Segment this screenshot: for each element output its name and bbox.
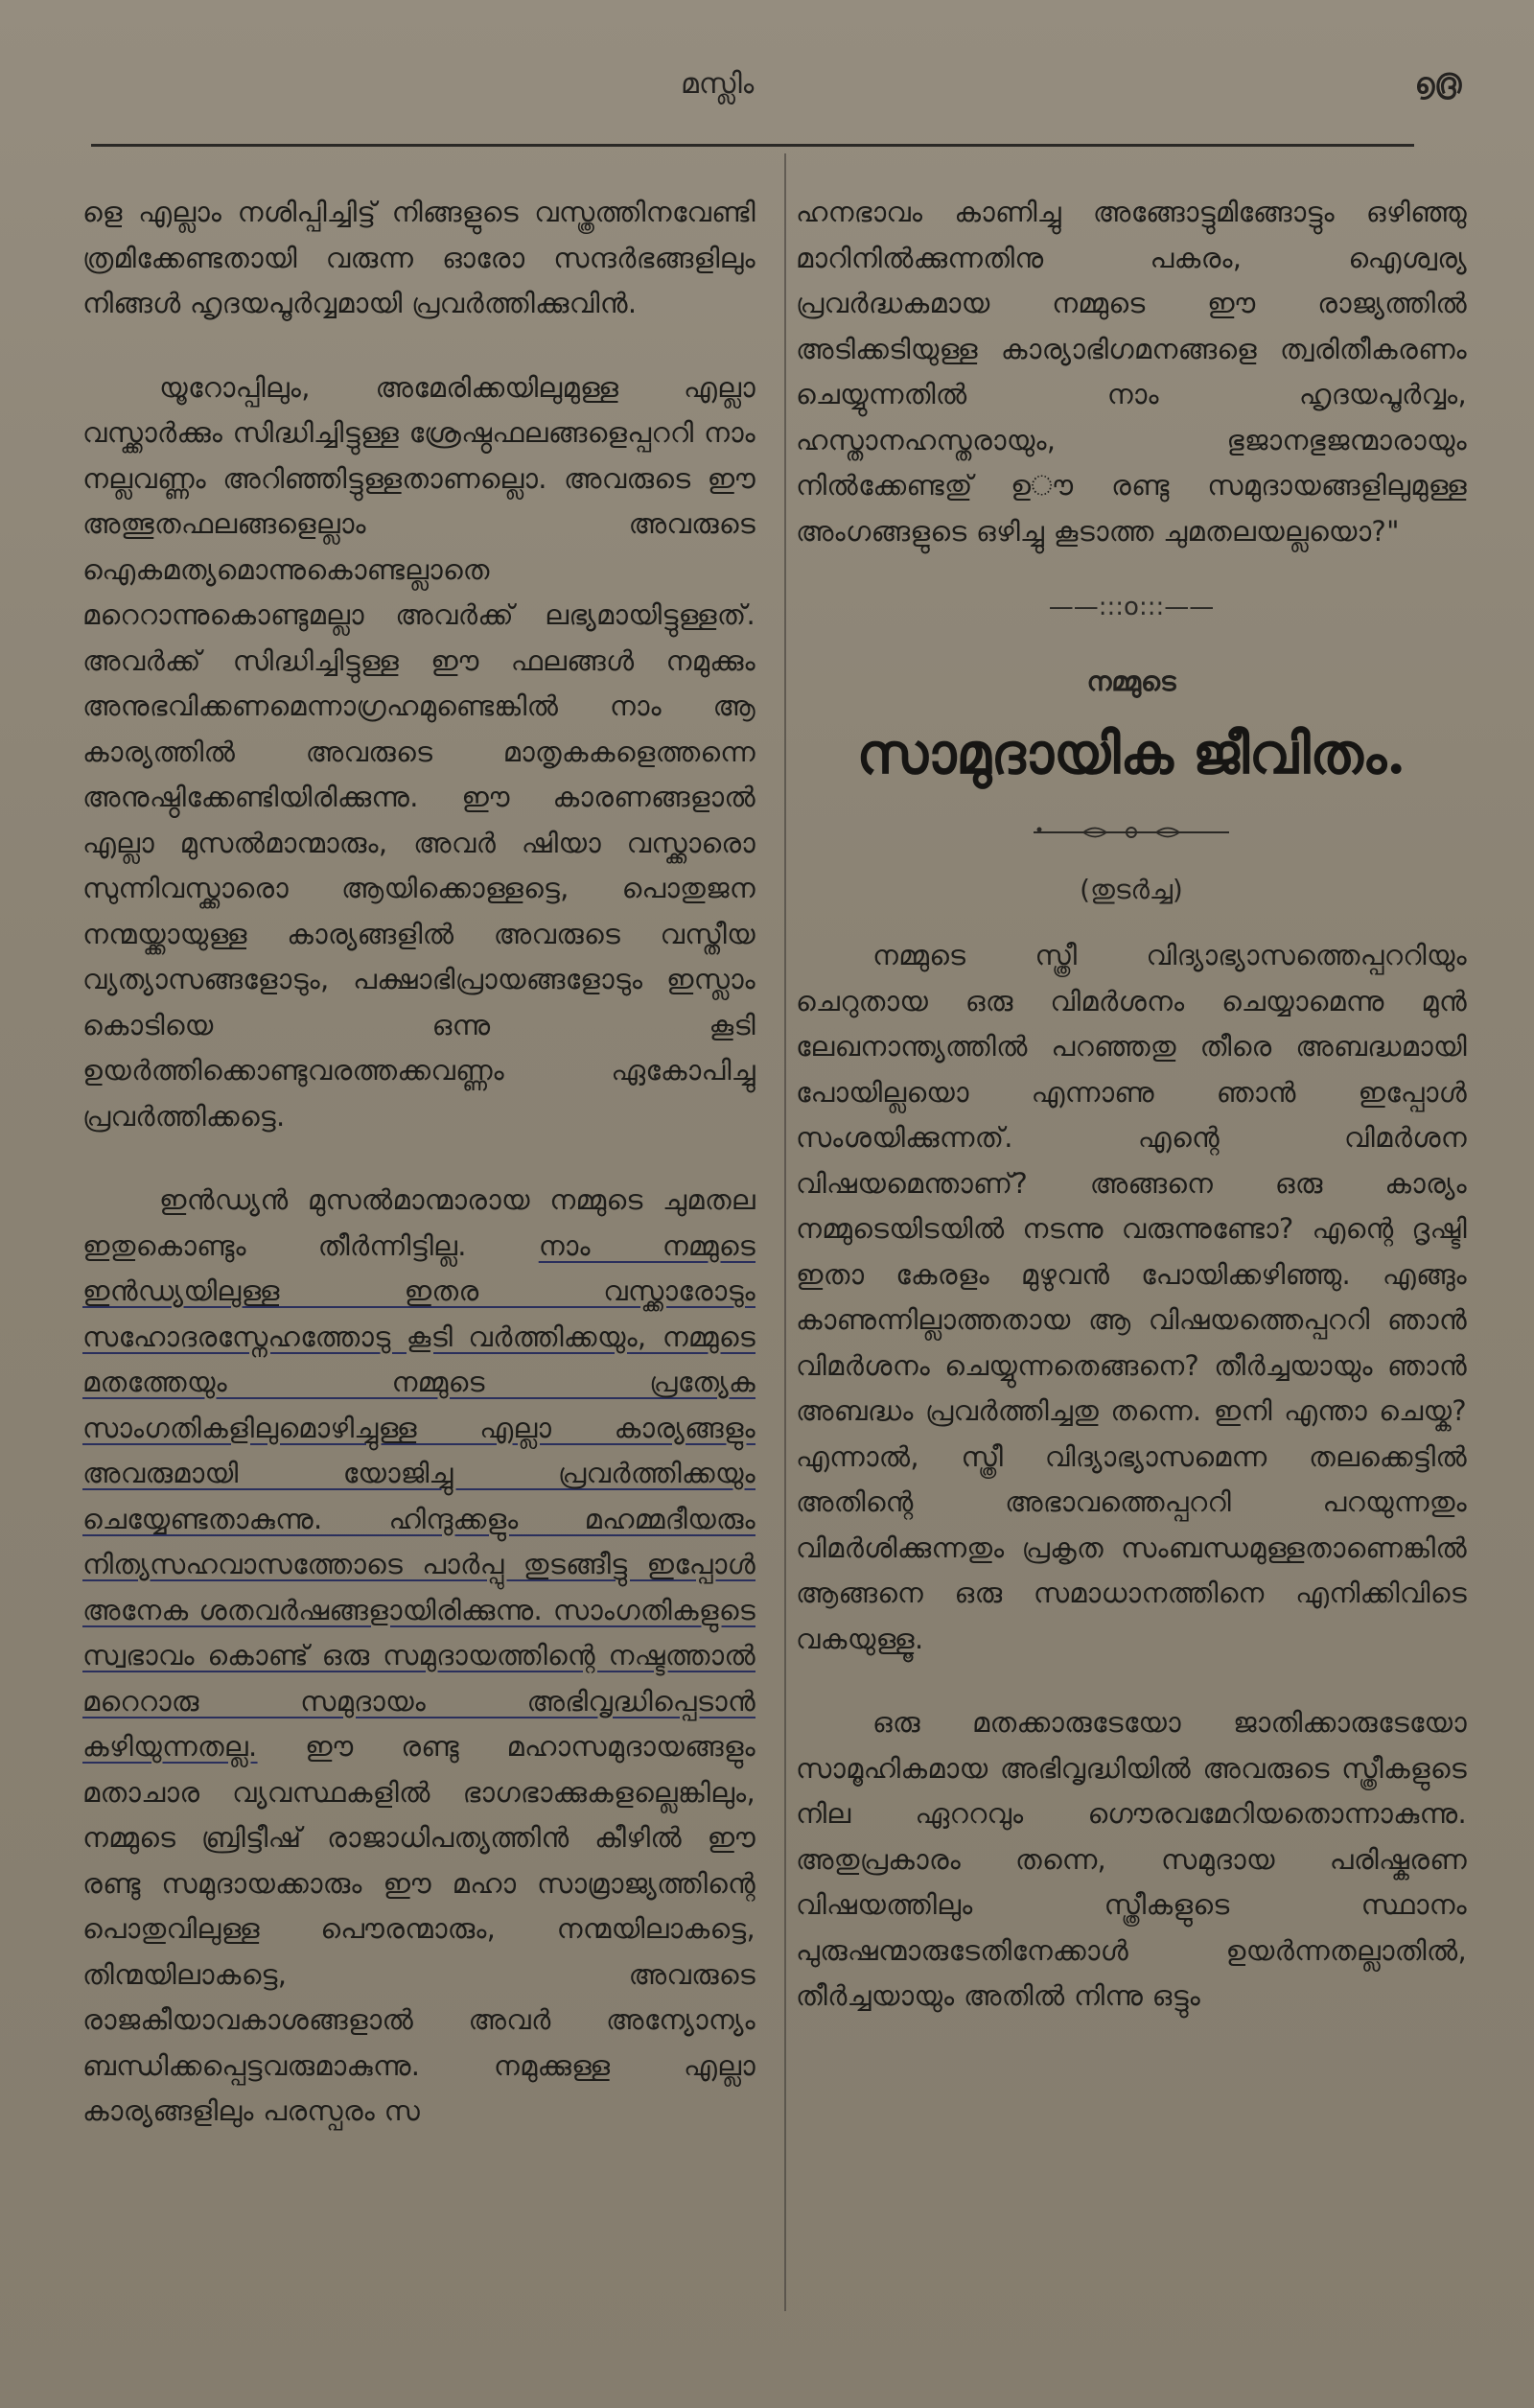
paragraph-europe-america: യൂറോപ്പിലും, അമേരിക്കയിലുമുള്ള എല്ലാ വസ്ക്കാർക്കും സിദ്ധിച്ചിട്ടുള്ള ശ്രേഷ്ഠഫലങ്ങളെപ്പററി നാം നല്ലവണ്ണം അറിഞ്ഞിട്ടുള്ളതാണല്ലൊ. അവരുടെ ഈ അത്ഭുതഫലങ്ങളെല്ലാം അവരുടെ ഐകമത്യമൊന്നുകൊണ്ടല്ലാതെ മറെറാന്നുകൊണ്ടുമല്ലാ അവർക്ക് ലഭ്യമായിട്ടുള്ളത്. അവർക്ക് സിദ്ധിച്ചിട്ടുള്ള ഈ ഫലങ്ങൾ നമുക്കും അനുഭവിക്കണമെന്നാഗ്രഹമുണ്ടെങ്കിൽ നാം ആ കാര്യത്തിൽ അവരുടെ മാതൃകകളെത്തന്നെ അനുഷ്ഠിക്കേണ്ടിയിരിക്കുന്നു. ഈ കാരണങ്ങളാൽ എല്ലാ മുസൽമാന്മാരും, അവർ ഷിയാ വസ്ക്കാരൊ സുന്നിവസ്ക്കാരൊ ആയിക്കൊള്ളട്ടെ, പൊതുജന നന്മയ്ക്കായുള്ള കാര്യങ്ങളിൽ അവരുടെ വസ്തീയ വ്യത്യാസങ്ങളോടും, പക്ഷാഭിപ്രായങ്ങളോടും ഇസ്ലാം കൊടിയെ ഒന്നു കൂടി ഉയർത്തിക്കൊണ്ടുവരത്തക്കവണ്ണം ഏകോപിച്ചു പ്രവർത്തിക്കട്ടെ. xyxy=(82,370,755,1133)
paragraph-women-status: ഒരു മതക്കാരുടേയോ ജാതിക്കാരുടേയോ സാമൂഹികമായ അഭിവൃദ്ധിയിൽ അവരുടെ സ്ത്രീകളുടെ നില ഏററവും ഗൌരവമേറിയതൊന്നാകുന്നു. അതുപ്രകാരം തന്നെ, സമുദായ പരിഷ്കരണ വിഷയത്തിലും സ്ത്രീകളുടെ സ്ഥാനം പുരുഷന്മാരുടേതിനേക്കാൾ ഉയർന്നതല്ലാതിൽ, തീർച്ചയായും അതിൽ നിന്നു ഒട്ടും xyxy=(796,1706,1467,2012)
section-divider: ——:::o:::—— xyxy=(1048,593,1215,621)
paragraph-indian-muslims-text: ഇൻഡ്യൻ മുസൽമാന്മാരായ നമ്മുടെ ചുമതല ഇതുകൊണ്ടും തീർന്നിട്ടില്ല. xyxy=(82,1183,755,1262)
paragraph-continuation-right: ഹനഭാവം കാണിച്ചു അങ്ങോട്ടുമിങ്ങോട്ടും ഒഴിഞ്ഞു മാറിനിൽക്കുന്നതിനു പകരം, ഐശ്വര്യ പ്രവർദ്ധകമായ നമ്മുടെ ഈ രാജ്യത്തിൽ അടിക്കടിയുള്ള കാര്യാഭിഗമനങ്ങളെ ത്വരിതീകരണം ചെയ്യുന്നതിൽ നാം ഹൃദയപൂർവ്വം, ഹസ്താനഹസ്തരായും, ഭുജാനഭുജന്മാരായും നിൽക്കേണ്ടതു് ഉൗ രണ്ടു സമുദായങ്ങളിലുമുള്ള അംഗങ്ങളുടെ ഒഴിച്ചു കൂടാത്ത ചുമതലയല്ലയൊ?" xyxy=(796,196,1467,548)
column-divider-rule xyxy=(784,153,786,2311)
article-kicker: നമ്മുടെ xyxy=(1086,666,1176,697)
paragraph-indian-muslims xyxy=(82,1178,755,2135)
page-number: ൭൫ xyxy=(1415,67,1462,101)
header-rule xyxy=(91,144,1414,147)
page-header xyxy=(0,59,1534,117)
paragraph-indian-muslims-tail: ഈ രണ്ടു മഹാസമുദായങ്ങളും മതാചാര വ്യവസ്ഥകളിൽ ഭാഗഭാക്കുകളല്ലെങ്കിലും, നമ്മുടെ ബ്രിട്ടീഷ് രാജാധിപത്യത്തിൻ കീഴിൽ ഈ രണ്ടു സമുദായക്കാരും ഈ മഹാ സാമ്രാജ്യത്തിന്റെ പൊതുവിലുള്ള പൌരന്മാരും, നന്മയിലാകട്ടെ, തിന്മയിലാകട്ടെ, അവരുടെ രാജകീയാവകാശങ്ങളാൽ അവർ അന്യോന്യം ബന്ധിക്കപ്പെട്ടവരുമാകുന്നു. നമുക്കുള്ള എല്ലാ കാര്യങ്ങളിലും പരസ്പരം സ xyxy=(82,1730,755,2127)
right-column xyxy=(796,190,1467,2058)
underlined-passage: നാം നമ്മുടെ ഇൻഡ്യയിലുള്ള ഇതര വസ്ക്കാരോടും സഹോദരസ്നേഹത്തോടു കൂടി വർത്തിക്കയും, നമ്മുടെ മതത്തേയും നമ്മുടെ പ്രത്യേക സാംഗതികളിലുമൊഴിച്ചുള്ള എല്ലാ കാര്യങ്ങളും അവരുമായി യോജിച്ചു പ്രവർത്തിക്കയും ചെയ്യേണ്ടതാകുന്നു. ഹിന്ദുക്കളും മഹമ്മദീയരും നിത്യസഹവാസത്തോടെ പാർപ്പു തുടങ്ങീട്ടു ഇപ്പോൾ അനേക ശതവർഷങ്ങളായിരിക്കുന്നു. സാംഗതികളുടെ സ്വഭാവം കൊണ്ട് ഒരു സമുദായത്തിന്റെ നഷ്ടത്താൽ മറെറാരു സമുദായം അഭിവൃദ്ധിപ്പെടാൻ കഴിയുന്നതല്ല. xyxy=(82,1228,756,1763)
paragraph-women-education: നമ്മുടെ സ്ത്രീ വിദ്യാഭ്യാസത്തെപ്പററിയും ചെറുതായ ഒരു വിമർശനം ചെയ്യാമെന്നു മുൻ ലേഖനാന്ത്യത്തിൽ പറഞ്ഞതു തീരെ അബദ്ധമായി പോയില്ലയൊ എന്നാണു ഞാൻ ഇപ്പോൾ സംശയിക്കുന്നത്. എന്റെ വിമർശന വിഷയമെന്താണ്? അങ്ങനെ ഒരു കാര്യം നമ്മുടെയിടയിൽ നടന്നു വരുന്നുണ്ടോ? എന്റെ ദൃഷ്ടി ഇതാ കേരളം മുഴുവൻ പോയിക്കഴിഞ്ഞു. എങ്ങും കാണുന്നില്ലാത്തതായ ആ വിഷയത്തെപ്പററി ഞാൻ വിമർശനം ചെയ്യുന്നതെങ്ങനെ? തീർച്ചയായും ഞാൻ അബദ്ധം പ്രവർത്തിച്ചതു തന്നെ. ഇനി എന്താ ചെയ്ക? എന്നാൽ, സ്ത്രീ വിദ്യാഭ്യാസമെന്ന തലക്കെട്ടിൽ അതിന്റെ അഭാവത്തെപ്പററി പറയുന്നതും വിമർശിക്കുന്നതും പ്രകൃത സംബന്ധമുള്ളതാണെങ്കിൽ ആങ്ങനെ ഒരു സമാധാനത്തിനെ എനിക്കിവിടെ വകയുള്ളൂ. xyxy=(796,939,1467,1655)
continued-label: (തുടർച്ച) xyxy=(1080,874,1183,905)
paragraph-continuation: ളെ എല്ലാം നശിപ്പിച്ചിട്ട് നിങ്ങളുടെ വസ്ത്രത്തിനവേണ്ടി ത്രമിക്കേണ്ടതായി വരുന്ന ഓരോ സന്ദർഭങ്ങളിലും നിങ്ങൾ ഹൃദയപൂർവ്വമായി പ്രവർത്തിക്കുവിൻ. xyxy=(82,196,755,319)
article-title: സാമുദായിക ജീവിതം. xyxy=(856,721,1406,786)
running-title: മസ്ലിം xyxy=(681,67,755,101)
left-column xyxy=(82,190,755,2173)
ornament-divider-icon xyxy=(1026,820,1237,845)
